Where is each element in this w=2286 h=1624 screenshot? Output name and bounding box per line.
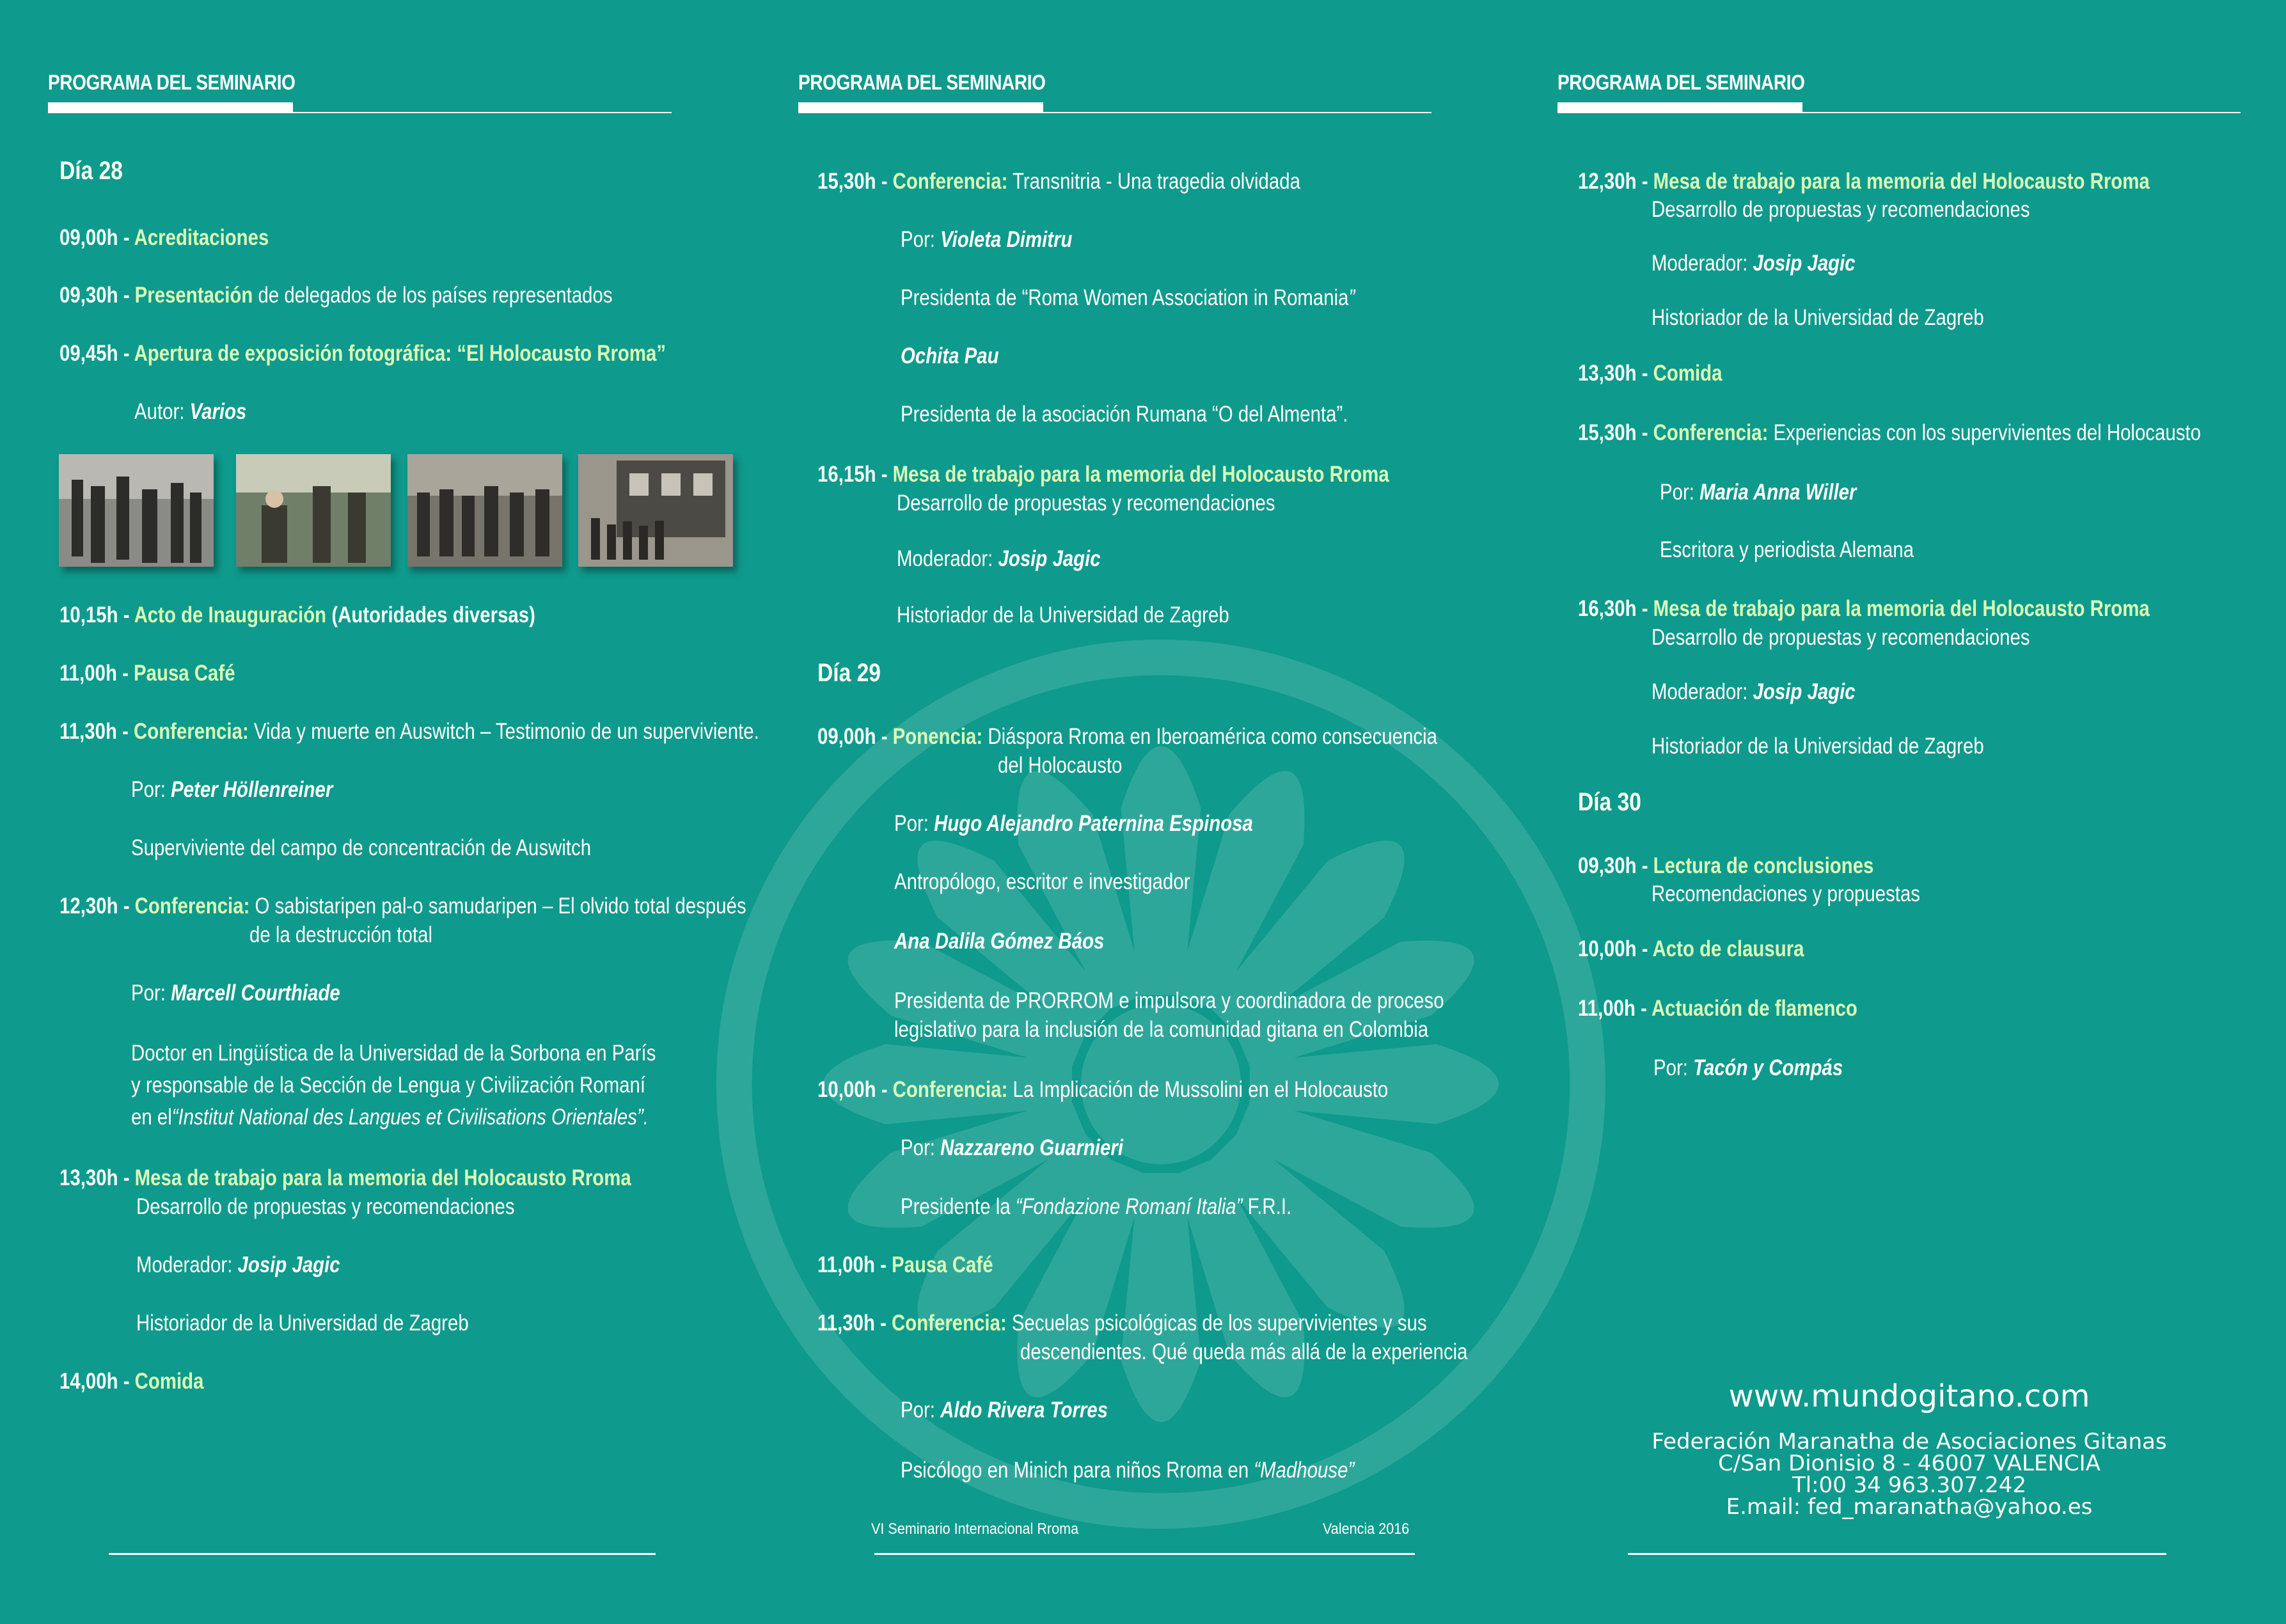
speaker-bio: en el“Institut National des Langues et Civilisations Orientales”. [131,1105,649,1130]
day-29-heading: Día 29 [817,659,881,687]
speaker-bio: Doctor en Lingüística de la Universidad de la Sorbona en París [131,1041,656,1066]
schedule-item: 09,00h - Acreditaciones [59,225,269,250]
historic-photo-2 [236,454,391,567]
schedule-item-continuation: del Holocausto [998,753,1123,778]
author-line: Autor: Varios [134,399,247,424]
historic-photo-1 [59,454,214,567]
schedule-item: 16,30h - Mesa de trabajo para la memoria del Holocausto Rroma [1578,596,2150,621]
moderator-line: Moderador: Josip Jagic [1651,679,1856,704]
speaker-bio: Presidente la “Fondazione Romaní Italia” F.R.I. [901,1194,1292,1219]
schedule-item: 09,30h - Lectura de conclusiones [1578,853,1874,878]
schedule-item: 13,30h - Comida [1578,361,1722,386]
performer-line: Por: Tacón y Compás [1653,1055,1843,1080]
day-28-heading: Día 28 [59,157,123,185]
speaker-bio: Presidenta de “Roma Women Association in Romania” [901,285,1355,310]
column-header-1: PROGRAMA DEL SEMINARIO [48,70,296,94]
schedule-item: 16,15h - Mesa de trabajo para la memoria del Holocausto Rroma [817,462,1389,487]
schedule-item: 12,30h - Mesa de trabajo para la memoria del Holocausto Rroma [1578,169,2150,194]
website-link[interactable]: www.mundogitano.com [1728,1378,2090,1414]
organization-name: Federación Maranatha de Asociaciones Gitanas [1651,1429,2167,1455]
speaker-bio: Psicólogo en Minich para niños Rroma en “Madhouse” [901,1458,1355,1483]
header-rule [1557,112,2241,113]
schedule-item-continuation: descendientes. Qué queda más allá de la experiencia [1020,1339,1468,1364]
schedule-item-detail: Recomendaciones y propuestas [1651,881,1921,906]
schedule-item: 11,30h - Conferencia: Secuelas psicológicas de los supervivientes y sus [817,1311,1427,1336]
column-header-2: PROGRAMA DEL SEMINARIO [798,70,1046,94]
moderator-line: Moderador: Josip Jagic [897,546,1101,571]
speaker-bio: Superviviente del campo de concentración de Auswitch [131,835,592,860]
speaker-name: Ana Dalila Gómez Báos [894,929,1105,954]
schedule-item-detail: Desarrollo de propuestas y recomendaciones [136,1194,515,1219]
moderator-line: Moderador: Josip Jagic [1651,251,1856,276]
schedule-item-detail: Desarrollo de propuestas y recomendaciones [1651,197,2030,222]
moderator-line: Moderador: Josip Jagic [136,1252,340,1277]
address-line: C/San Dionisio 8 - 46007 VALENCIA [1718,1451,2101,1476]
speaker-line: Por: Peter Höllenreiner [131,777,333,802]
schedule-item-detail: Desarrollo de propuestas y recomendaciones [897,491,1275,516]
day-30-heading: Día 30 [1578,788,1642,816]
schedule-item: 09,45h - Apertura de exposición fotográfica: “El Holocausto Rroma” [59,341,666,366]
speaker-line: Por: Aldo Rivera Torres [901,1398,1108,1423]
schedule-item: 14,00h - Comida [59,1369,204,1394]
schedule-item: 10,00h - Acto de clausura [1578,936,1804,961]
bottom-rule [874,1553,1415,1555]
footer-location-year: Valencia 2016 [1323,1520,1410,1538]
speaker-line: Por: Maria Anna Willer [1660,480,1857,505]
bottom-rule [109,1553,656,1555]
moderator-bio: Historiador de la Universidad de Zagreb [897,603,1229,627]
schedule-item: 12,30h - Conferencia: O sabistaripen pal-o samudaripen – El olvido total después [59,894,746,918]
schedule-item: 10,00h - Conferencia: La Implicación de Mussolini en el Holocausto [817,1077,1389,1102]
schedule-item: 15,30h - Conferencia: Experiencias con los supervivientes del Holocausto [1578,420,2201,445]
speaker-bio: y responsable de la Sección de Lengua y Civilización Romaní [131,1073,646,1098]
footer-seminar-name: VI Seminario Internacional Rroma [871,1520,1079,1538]
schedule-item-continuation: de la destrucción total [249,922,433,947]
email-line[interactable]: E.mail: fed_maranatha@yahoo.es [1726,1494,2093,1520]
column-header-3: PROGRAMA DEL SEMINARIO [1557,70,1805,94]
schedule-item: 09,00h - Ponencia: Diáspora Rroma en Iberoamérica como consecuencia [817,724,1438,749]
schedule-item: 11,00h - Actuación de flamenco [1578,996,1857,1021]
speaker-line: Por: Hugo Alejandro Paternina Espinosa [894,811,1253,836]
schedule-item: 11,30h - Conferencia: Vida y muerte en Auswitch – Testimonio de un superviviente. [59,719,759,744]
schedule-item: 11,00h - Pausa Café [59,661,235,686]
historic-photo-4 [578,454,733,567]
speaker-line: Por: Nazzareno Guarnieri [901,1135,1124,1160]
bottom-rule [1628,1553,2166,1555]
moderator-bio: Historiador de la Universidad de Zagreb [136,1311,469,1336]
speaker-bio: Antropólogo, escritor e investigador [894,869,1190,894]
speaker-bio: legislativo para la inclusión de la comunidad gitana en Colombia [894,1017,1429,1042]
schedule-item-detail: Desarrollo de propuestas y recomendaciones [1651,625,2030,650]
speaker-line: Por: Violeta Dimitru [901,227,1073,252]
header-rule [48,112,672,113]
speaker-bio: Presidenta de la asociación Rumana “O del Almenta”. [901,402,1348,427]
historic-photo-3 [407,454,562,567]
speaker-bio: Presidenta de PRORROM e impulsora y coordinadora de proceso [894,988,1444,1013]
speaker-line: Por: Marcell Courthiade [131,981,340,1005]
speaker-name: Ochita Pau [901,343,999,368]
header-rule [798,112,1431,113]
schedule-item: 09,30h - Presentación de delegados de los países representados [59,283,613,308]
speaker-bio: Escritora y periodista Alemana [1660,537,1914,562]
moderator-bio: Historiador de la Universidad de Zagreb [1651,734,1984,759]
schedule-item: 11,00h - Pausa Café [817,1252,993,1277]
schedule-item: 10,15h - Acto de Inauguración (Autoridades diversas) [59,603,535,627]
schedule-item: 15,30h - Conferencia: Transnitria - Una tragedia olvidada [817,169,1300,194]
phone-line: Tl:00 34 963.307.242 [1792,1472,2027,1498]
moderator-bio: Historiador de la Universidad de Zagreb [1651,305,1984,330]
schedule-item: 13,30h - Mesa de trabajo para la memoria del Holocausto Rroma [59,1165,631,1190]
